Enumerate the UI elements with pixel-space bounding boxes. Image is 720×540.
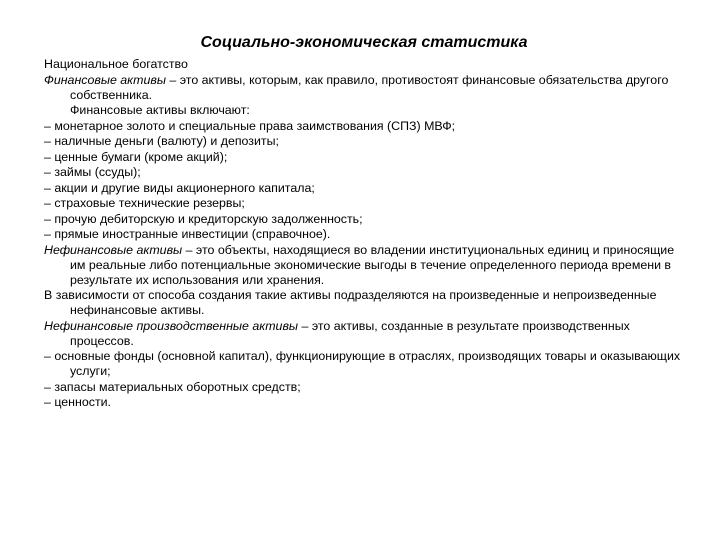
paragraph-text: – монетарное золото и специальные права заимствования (СПЗ) МВФ;	[44, 118, 456, 133]
paragraph	[44, 380, 684, 395]
paragraph	[44, 165, 684, 180]
paragraph-text: – прямые иностранные инвестиции (справочное).	[44, 227, 331, 241]
paragraph	[44, 288, 684, 318]
paragraph-text: – запасы материальных оборотных средств;	[44, 379, 301, 394]
paragraph-text: В зависимости от способа создания такие активы подразделяются на произведенные и непроизведенные нефинансовые активы.	[44, 288, 657, 317]
paragraph	[44, 243, 684, 288]
defined-term: Финансовые активы	[44, 72, 166, 87]
paragraph-text: – займы (ссуды);	[44, 165, 141, 179]
paragraph	[44, 181, 684, 196]
paragraph-text: – это объекты, находящиеся во владении институциональных единиц и приносящие им реальные либо потенциальные экономические выгоды в течение определенного периода времени в результате их использования или хранения.	[70, 242, 675, 287]
paragraph	[44, 57, 684, 72]
paragraph-text: – наличные деньги (валюту) и депозиты;	[44, 134, 279, 148]
slide-body	[44, 57, 684, 411]
paragraph-text: – страховые технические резервы;	[44, 196, 245, 210]
paragraph	[44, 227, 684, 242]
paragraph-text: – ценности.	[44, 395, 111, 409]
paragraph	[44, 134, 684, 149]
paragraph	[44, 103, 684, 118]
paragraph	[44, 212, 684, 227]
paragraph-text: – акции и другие виды акционерного капитала;	[44, 180, 315, 195]
paragraph	[44, 349, 684, 379]
paragraph	[44, 319, 684, 349]
paragraph-text: Национальное богатство	[44, 57, 188, 71]
paragraph	[44, 196, 684, 211]
defined-term: Нефинансовые производственные активы	[44, 318, 299, 333]
paragraph-text: – это активы, созданные в результате производственных процессов.	[70, 318, 630, 348]
paragraph-text: – прочую дебиторскую и кредиторскую задолженность;	[44, 211, 363, 226]
slide-title: Социально-экономическая статистика	[200, 34, 528, 51]
defined-term: Нефинансовые активы	[44, 242, 183, 257]
paragraph	[44, 73, 684, 103]
paragraph	[44, 150, 684, 165]
paragraph-text: Финансовые активы включают:	[70, 103, 250, 117]
paragraph	[44, 395, 684, 410]
paragraph-text: – это активы, которым, как правило, противостоят финансовые обязательства другого собственника.	[70, 72, 669, 102]
paragraph	[44, 119, 684, 134]
paragraph-text: – основные фонды (основной капитал), функционирующие в отраслях, производящих товары и оказывающих услуги;	[44, 349, 681, 378]
paragraph-text: – ценные бумаги (кроме акций);	[44, 149, 228, 164]
